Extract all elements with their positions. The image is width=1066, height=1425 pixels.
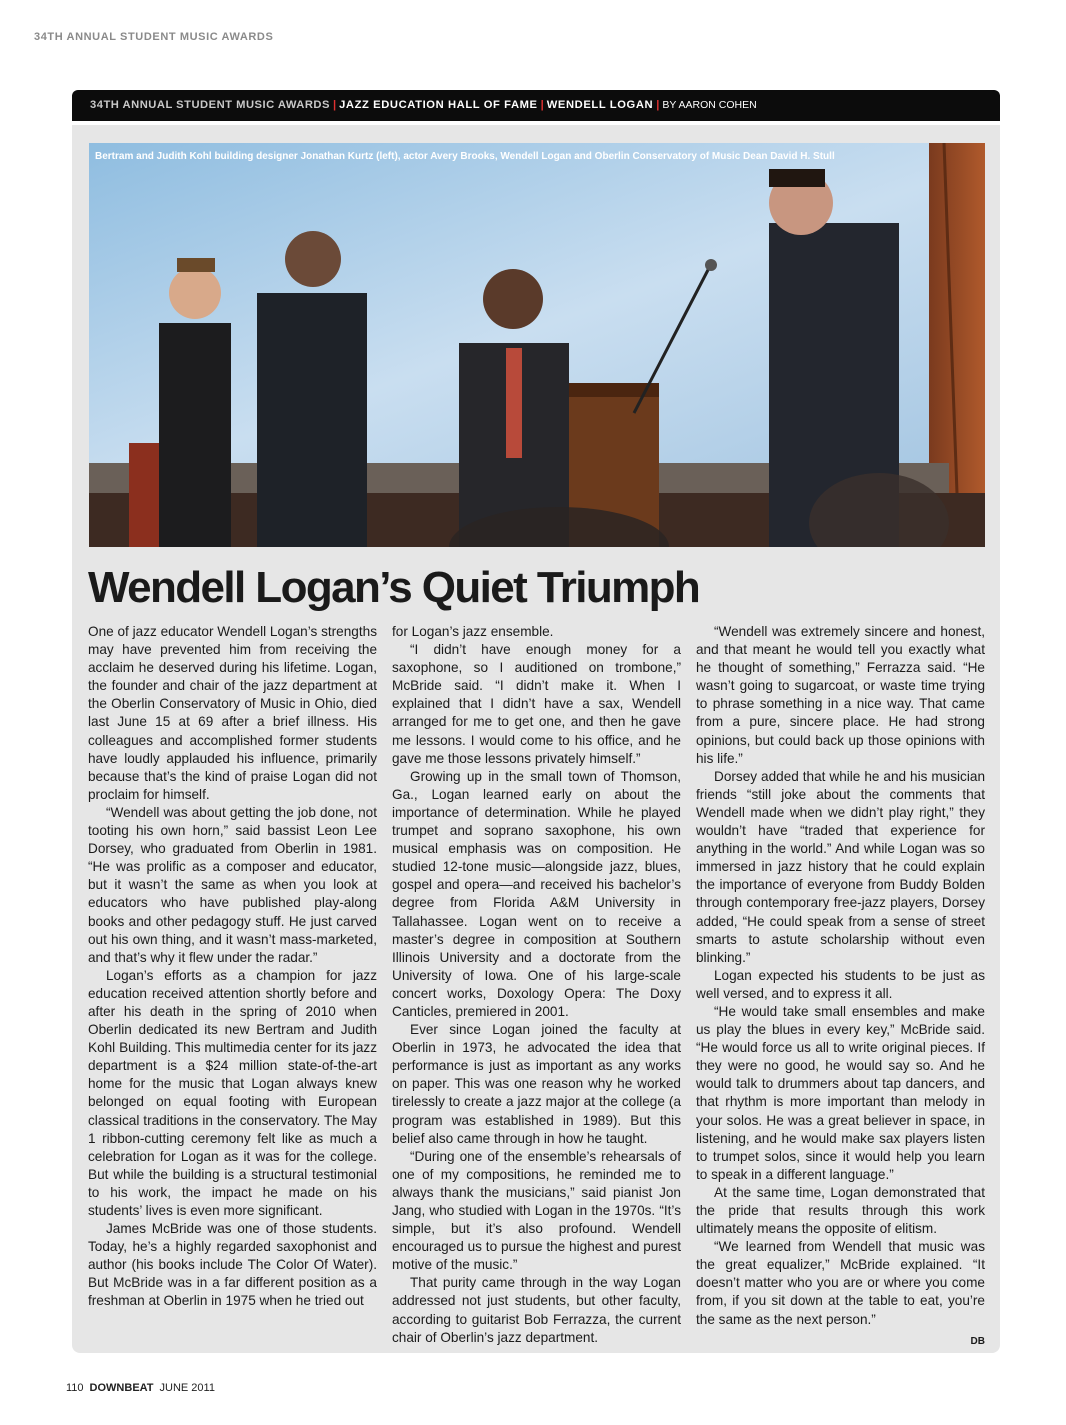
- page-number: 110: [66, 1382, 84, 1394]
- paragraph: “I didn’t have enough money for a saxophone, so I auditioned on trombone,” McBride said. “I didn’t make it. When I explained that I didn’t have a sax, Wendell arranged for me to get one, and then he gave me lessons. I would come to his office, and he gave me those lessons privately himself.”: [392, 642, 681, 766]
- paragraph: At the same time, Logan demonstrated that the pride that results through this work ultimately means the opposite of elitism.: [696, 1184, 985, 1237]
- paragraph: “During one of the ensemble’s rehearsals of one of my compositions, he reminded me to always thank the musicians,” said pianist Jon Jang, who studied with Logan in the 1970s. “It’s simple, but it’s also profound. Wendell encouraged us to pursue the highest and purest motive of the music.”: [392, 1148, 681, 1273]
- banner-honoree: WENDELL LOGAN: [546, 99, 654, 111]
- paragraph: “Wendell was about getting the job done, not tooting his own horn,” said bassist Leon Lee Dorsey, who graduated from Oberlin in 1981. “He was prolific as a composer and educator, but it wasn’t the same as when you look at educators who have published play-along books and other pedagogy stuff. He just carved out his own thing, and it wasn’t mass-marketed, and that’s why it flew under the radar.”: [88, 804, 377, 965]
- banner-section: 34TH ANNUAL STUDENT MUSIC AWARDS: [90, 99, 330, 111]
- paragraph: Logan’s efforts as a champion for jazz education received attention shortly before and after his death in the spring of 2010 when Oberlin dedicated its new Bertram and Judith Kohl Building. This multimedia center for its jazz department is a $24 million state-of-the-art home for the music that Logan always knew belonged on equal footing with European classical traditions in the conservatory. The May 1 ribbon-cutting ceremony felt like as much a celebration for Logan as it was for the college. But while the building is a structural testimonial to his work, the impact he made on his students’ lives is even more significant.: [88, 967, 377, 1218]
- paragraph: James McBride was one of those students. Today, he’s a highly regarded saxophonist and author (his books include The Color Of Water). But McBride was in a far different position as a freshman at Oberlin in 1975 when he tried out: [88, 1221, 377, 1309]
- paragraph: “Wendell was extremely sincere and honest, and that meant he would tell you exactly what he thought of something,” Ferrazza said. “He wasn’t going to sugarcoat, or waste time trying to phrase something in a nice way. That came from a pure, sincere place. He had strong opinions, but could back up those opinions with his life.”: [696, 624, 985, 766]
- photo-caption: Bertram and Judith Kohl building designer Jonathan Kurtz (left), actor Avery Brooks, Wendell Logan and Oberlin Conservatory of Music Dean David H. Stull: [95, 151, 835, 162]
- banner-separator: |: [540, 99, 544, 111]
- paragraph: Dorsey added that while he and his musician friends “still joke about the comments that Wendell made when we didn’t play right,” they wouldn’t have “traded that experience for anything in the world.” And while Logan was so immersed in jazz history that he could explain the importance of everyone from Buddy Bolden through contemporary free-jazz players, Dorsey added, “He could speak from a sense of street smarts to astute scholarship without even blinking.”: [696, 768, 985, 965]
- paragraph: “We learned from Wendell that music was the great equalizer,” McBride explained. “It doesn’t matter who you are or where you come from, if you sit down at the table to eat, you’re the same as the next person.”: [696, 1239, 985, 1327]
- end-mark: DB: [970, 1335, 985, 1347]
- banner-byline: BY AARON COHEN: [662, 99, 757, 111]
- article-column-3: [696, 623, 985, 1351]
- banner-separator: |: [656, 99, 660, 111]
- paragraph: for Logan’s jazz ensemble.: [392, 624, 554, 639]
- paragraph: “He would take small ensembles and make us play the blues in every key,” McBride said. “He would force us all to write original pieces. If they were no good, he would say so. And he would talk to drummers about tap dancers, and that rhythm is more important than melody in your solos. He was a great believer in space, in listening, and he would make sax players listen to trumpet solos, since it would help you learn to speak in a different language.”: [696, 1003, 985, 1182]
- article-photo: [89, 143, 985, 547]
- section-banner: [72, 90, 1000, 121]
- paragraph: That purity came through in the way Logan addressed not just students, but other faculty, according to guitarist Bob Ferrazza, the current chair of Oberlin’s jazz department.: [392, 1275, 681, 1345]
- issue-date: JUNE 2011: [159, 1382, 215, 1394]
- magazine-name: DOWNBEAT: [89, 1382, 154, 1394]
- article-column-2: [392, 623, 681, 1347]
- banner-category: JAZZ EDUCATION HALL OF FAME: [339, 99, 538, 111]
- banner-separator: |: [332, 99, 337, 111]
- photo-illustration: [89, 143, 985, 547]
- article-headline: Wendell Logan’s Quiet Triumph: [88, 563, 700, 612]
- paragraph: Logan expected his students to be just as well versed, and to express it all.: [696, 967, 985, 1001]
- paragraph: Ever since Logan joined the faculty at Oberlin in 1973, he advocated the idea that performance is just as important as any works on paper. This was one reason why he worked tirelessly to create a jazz major at the college (a program was established in 1989). But this belief also came through in how he taught.: [392, 1022, 681, 1146]
- paragraph: One of jazz educator Wendell Logan’s strengths may have prevented him from receiving the acclaim he deserved during his lifetime. Logan, the founder and chair of the jazz department at the Oberlin Conservatory of Music in Ohio, died last June 15 at 69 after a brief illness. His colleagues and accomplished former students have loudly applauded his influence, primarily because that’s the kind of praise Logan did not proclaim for himself.: [88, 624, 377, 802]
- page-folio: [66, 1382, 215, 1394]
- article-column-1: [88, 623, 377, 1311]
- running-head: 34TH ANNUAL STUDENT MUSIC AWARDS: [34, 31, 274, 43]
- paragraph: Growing up in the small town of Thomson, Ga., Logan learned early on about the importance of determination. While he played trumpet and soprano saxophone, his own musical emphasis was on composition. He studied 12-tone music—alongside jazz, blues, gospel and opera—and received his bachelor’s degree from Florida A&M University in Tallahassee. Logan went on to receive a master’s degree in composition at Southern Illinois University and a doctorate from the University of Iowa. One of his large-scale concert works, Doxology Opera: The Doxy Canticles, premiered in 2001.: [392, 768, 681, 1019]
- banner-text: [90, 99, 757, 111]
